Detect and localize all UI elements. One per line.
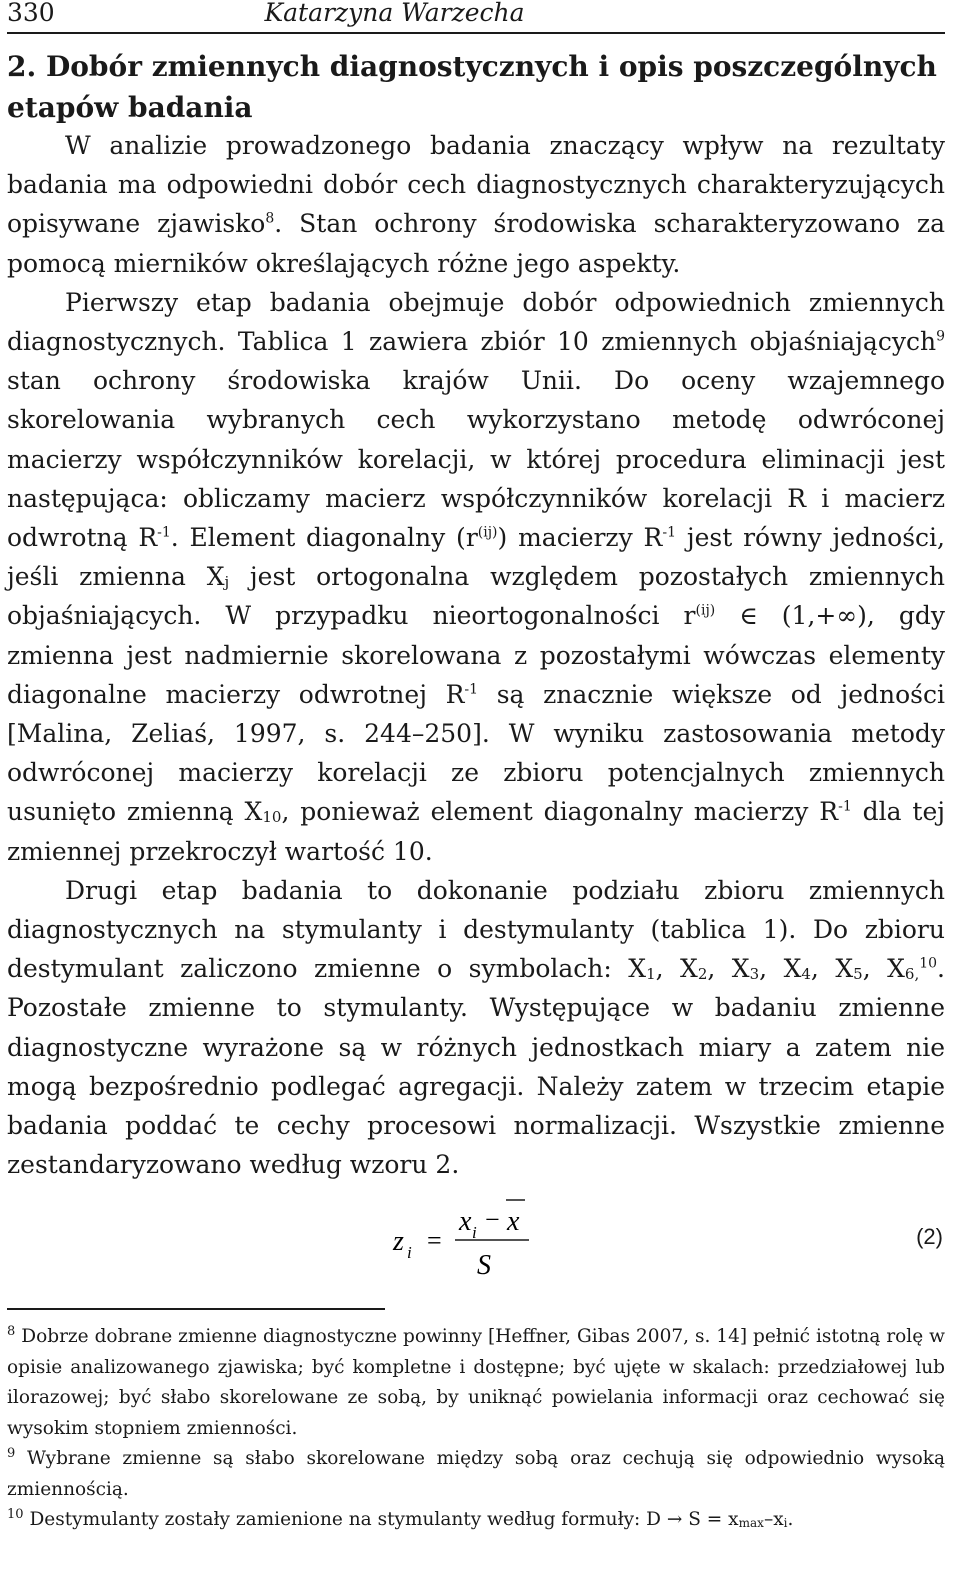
p3-sep: , X <box>862 954 905 984</box>
footnote-text: Destymulanty zostały zamienione na stymulanty według formuły: D → S = x <box>29 1509 739 1531</box>
footnote-ref-10[interactable]: 10 <box>919 955 938 972</box>
footnote-divider <box>7 1308 385 1310</box>
paragraph-1 <box>7 126 945 283</box>
running-author: Katarzyna Warzecha <box>264 0 525 27</box>
p2-text-f: jest ortogonalna względem pozostałych zmiennych objaśniających. W przypadku nieortogonalności r <box>7 562 945 631</box>
superscript: (ij) <box>695 603 716 620</box>
p3-sep: , X <box>655 954 698 984</box>
formula-minus: − <box>485 1205 500 1235</box>
superscript: -1 <box>157 524 171 541</box>
p2-text-i: , ponieważ element diagonalny macierzy R <box>281 797 839 827</box>
subscript: max <box>738 1516 764 1531</box>
page-number: 330 <box>7 0 55 27</box>
p2-text-d: ) macierzy R <box>497 523 663 553</box>
superscript: -1 <box>662 524 677 541</box>
superscript: -1 <box>464 681 479 698</box>
footnote-ref-9[interactable]: 9 <box>936 328 945 345</box>
footnote-8 <box>7 1322 945 1444</box>
footnote-9 <box>7 1444 945 1505</box>
section-heading: 2. Dobór zmiennych diagnostycznych i opis poszczególnych etapów badania <box>7 50 937 124</box>
footnote-mark: 8 <box>7 1324 16 1340</box>
superscript: -1 <box>838 799 852 816</box>
footnotes <box>7 1322 945 1536</box>
formula-svg <box>387 1188 607 1288</box>
p1-text-a: W analizie prowadzonego badania znaczący wpływ na rezultaty badania ma odpowiedni dobór cech diagnostycznych charakteryzujących opisywane zjawisko <box>7 131 945 239</box>
formula-num-x: x <box>459 1206 472 1238</box>
subscript: 6, <box>904 965 920 984</box>
formula-lhs-sub: i <box>407 1243 412 1263</box>
p2-text-j: dla tej zmiennej przekroczył wartość 10. <box>7 797 946 866</box>
footnote-text: Wybrane zmienne są słabo skorelowane między sobą oraz cechują się odpowiednio wysoką zmiennością. <box>7 1448 945 1500</box>
p3-text-a: Drugi etap badania to dokonanie podziału zbioru zmiennych diagnostycznych na stymulanty i destymulanty (tablica 1). Do zbioru destymulant zaliczono zmienne o symbolach: X <box>7 875 945 984</box>
footnote-text: . <box>787 1509 794 1531</box>
footnote-text: –x <box>763 1509 784 1531</box>
superscript: (ij) <box>477 524 498 541</box>
p2-text-e: jest równy jedności, jeśli zmienna X <box>7 523 945 592</box>
formula-lhs: z <box>393 1226 404 1258</box>
subscript: 3 <box>749 965 760 984</box>
formula-den: S <box>477 1250 491 1282</box>
p2-text-b: stan ochrony środowiska krajów Unii. Do oceny wzajemnego skorelowania wybranych cech wykorzystano metodę odwróconej macierzy współczynników korelacji, w której procedura eliminacji jest następująca: obliczamy macierz współczynników korelacji R i macierz odwrotną R <box>7 366 945 553</box>
formula-num-sub: i <box>472 1223 477 1243</box>
subscript: 5 <box>853 965 863 984</box>
subscript: i <box>783 1516 788 1531</box>
p2-text-a: Pierwszy etap badania obejmuje dobór odpowiednich zmiennych diagnostycznych. Tablica 1 zawiera zbiór 10 zmiennych objaśniających <box>7 287 945 357</box>
paragraph-2 <box>7 283 945 871</box>
subscript: 10 <box>262 808 282 827</box>
subscript: 1 <box>646 965 656 984</box>
footnote-text: Dobrze dobrane zmienne diagnostyczne powinny [Heffner, Gibas 2007, s. 14] pełnić istotną rolę w opisie analizowanego zjawiska; być kompletne i dostępne; być ujęte w skalach: przedziałowej lub ilorazowej; być słabo skorelowane ze sobą, by uniknąć powielania informacji oraz cechować się wysokim stopniem zmienności. <box>7 1326 945 1439</box>
paragraph-3 <box>7 871 945 1185</box>
formula-equals: = <box>427 1226 442 1256</box>
footnote-ref-8[interactable]: 8 <box>265 211 275 228</box>
subscript: j <box>224 573 230 592</box>
p2-text-c: . Element diagonalny (r <box>170 523 478 553</box>
formula-number: (2) <box>916 1224 943 1250</box>
p3-sep: , X <box>707 954 750 984</box>
formula-2 <box>7 1188 945 1296</box>
running-header <box>7 0 945 34</box>
footnote-10 <box>7 1505 945 1536</box>
page <box>7 0 945 1536</box>
footnote-mark: 10 <box>7 1507 24 1523</box>
p3-sep: , X <box>759 954 802 984</box>
subscript: 4 <box>801 965 811 984</box>
p2-text-h: są znacznie większe od jedności [Malina, Zeliaś, 1997, s. 244–250]. W wyniku zastosowania metody odwróconej macierzy korelacji ze zbioru potencjalnych zmiennych usunięto zmienną X <box>7 679 945 827</box>
p3-sep: , X <box>810 954 854 984</box>
p3-text-g: . Pozostałe zmienne to stymulanty. Występujące w badaniu zmienne diagnostyczne wyrażone są w różnych jednostkach miary a zatem nie mogą bezpośrednio podlegać agregacji. Należy zatem w trzecim etapie badania poddać te cechy procesowi normalizacji. Wszystkie zmienne zestandaryzowano według wzoru 2. <box>7 954 945 1180</box>
footnote-mark: 9 <box>7 1446 16 1462</box>
p2-text-g: ∈ (1,+∞), gdy zmienna jest nadmiernie skorelowana z pozostałymi wówczas elementy diagonalne macierzy odwrotnej R <box>7 601 945 709</box>
body-text <box>7 126 945 1184</box>
formula-num-xbar: x <box>507 1206 520 1238</box>
p1-text-b: . Stan ochrony środowiska scharakteryzowano za pomocą mierników określających różne jego aspekty. <box>7 209 946 278</box>
subscript: 2 <box>697 965 708 984</box>
